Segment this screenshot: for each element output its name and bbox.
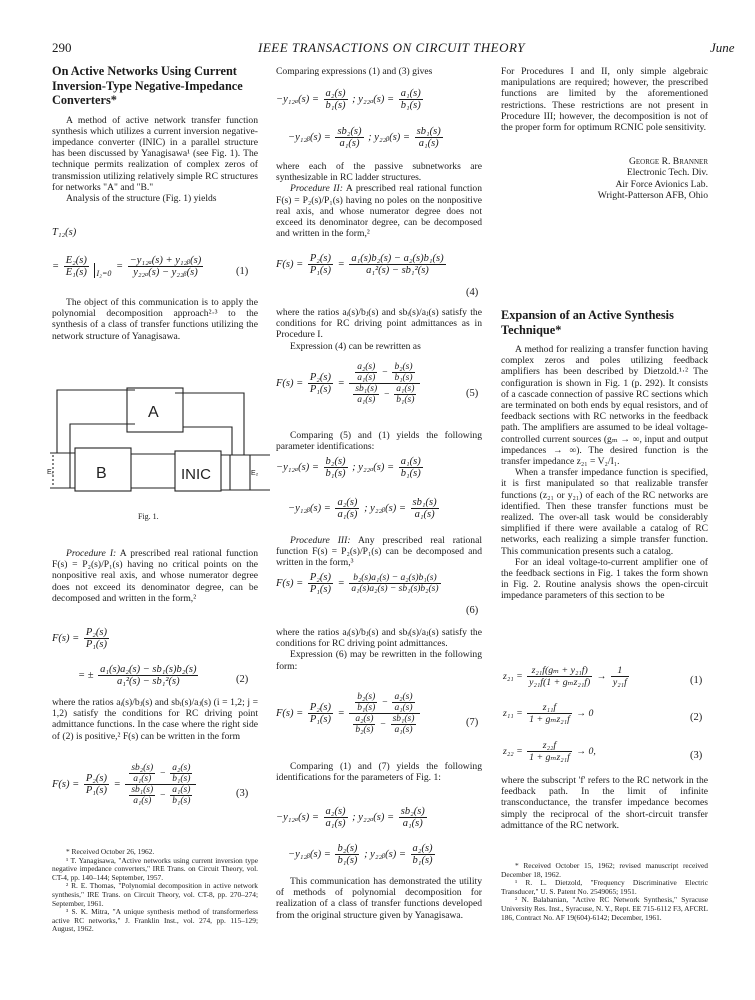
article1-title: On Active Networks Using Current Inversion-Type Negative-Impedance Converters* — [52, 64, 243, 107]
identification-eq-f: −y₁₂ᵦ(s) = $\frac{\text{b₂(s)}}{\text{b₁(s)}}$ ; y₂₂ᵦ(s) = $\frac{\text{a₂(s)}}{\text{b₁(s)}}$ — [288, 843, 433, 866]
equation-2-line1: F(s) = $\frac{\text{P₂(s)}}{\text{P₁(s)}}$ — [52, 627, 107, 650]
eq7-number: (7) — [466, 717, 479, 728]
page-number: 290 — [52, 40, 72, 55]
article2-equation-1: z₂₁ = $\frac{\text{z₂₁f(gₘ + y₂₁f)}}{\text{y₂₁f(1 + gₘz₂₁f)}}$ → $\frac{1}{\text{y₂₁f}}$ — [503, 665, 627, 688]
identification-eq-e: −y₁₂ₐ(s) = $\frac{\text{a₂(s)}}{\text{a₁(s)}}$ ; y₂₂ₐ(s) = $\frac{\text{sb₂(s)}}{\text{a₁(s)}}$ — [276, 806, 425, 829]
article2-para1: A method for realizing a transfer function having complex zeros and poles utilizing feedback amplifiers has been described by Dietzold.¹·² The configuration is shown in Fig. 1 (p. 292). It consists of a cascade connection of passive RC sections which are terminated on both ends by equal resistors, and of feedback sections with RC networks in the feedback path. The amplifiers are assumed to be ideal voltage-controlled current sources (gₘ → ∞, input and output impedances → ∞). The desired function is the transfer impedance z₂₁ = V₂/I₁. — [501, 344, 708, 468]
block-inic-label: INIC — [181, 466, 211, 483]
eq3-number: (3) — [236, 788, 249, 799]
footnote: ¹ R. L. Dietzold, "Frequency Discriminative Electric Transducer," U. S. Patent No. 2549065; 1951. — [501, 878, 708, 896]
article2-footnotes — [501, 862, 708, 922]
middle-para6-block: Comparing (5) and (1) yields the following parameter identifications: — [276, 430, 482, 453]
article2-para3: For an ideal voltage-to-current amplifier one of the feedback sections in Fig. 1 takes the form shown in Fig. 2. Routine analysis shows the open-circuit impedance parameters of this section to be — [501, 556, 708, 602]
author-affiliation: Wright-Patterson AFB, Ohio — [597, 190, 708, 202]
eq2-number: (2) — [236, 674, 249, 685]
port-e2-label: E₂ — [251, 470, 259, 477]
block-a-label: A — [148, 404, 159, 421]
article1-para5: where the ratios aᵢ(s)/bⱼ(s) and sbᵢ(s)/aⱼ(s) (i = 1,2; j = 1,2) satisfy the conditions for RC driving point admittance functions. In the case where the right side of (2) is positive,² F(s) can be written in the form — [52, 697, 258, 742]
author-signature — [501, 156, 708, 202]
middle-para10-block: Comparing (1) and (7) yields the following identifications for the parameters of Fig. 1: — [276, 761, 482, 784]
identification-eq-b: −y₁₂ᵦ(s) = $\frac{\text{sb₂(s)}}{\text{a₁(s)}}$ ; y₂₂ᵦ(s) = $\frac{\text{sb₁(s)}}{\text{a₁(s)}}$ — [288, 126, 441, 149]
article1-para2: Analysis of the structure (Fig. 1) yields — [66, 192, 217, 204]
author-affiliation: Air Force Avionics Lab. — [615, 178, 708, 190]
article1-para3: The object of this communication is to apply the polynomial decomposition approach²·³ to the synthesis of a class of transfer functions utilizing the network structure of Yanagisawa. — [52, 297, 258, 342]
article2-para4-block: where the subscript 'f' refers to the RC network in the feedback path. In the limit of infinite transconductance, the transfer impedance becomes simply the reciprocal of the short-circuit transfer admittance of the RC network. — [501, 775, 708, 831]
footnote: ² R. E. Thomas, "Polynomial decomposition in active network synthesis," IRE Trans. on Circuit Theory, vol. CT-8, pp. 270–274; September, 1961. — [52, 881, 258, 908]
article2-para2: When a transfer impedance function is specified, it is first manipulated so that realizable transfer functions (z₂₁ or y₂₁) of each of the RC networks are identified. Then these transfer functions must be realized. The over-all task would be considerably simplified if there were available a catalog of RC networks, each realizing a simple transfer function. This communication presents such a catalog. — [501, 467, 708, 557]
middle-para4-block: where the ratios aᵢ(s)/bⱼ(s) and sbᵢ(s)/aⱼ(s) satisfy the conditions for RC driving point admittances as in Procedure I. Expression (4) can be rewritten as — [276, 307, 482, 352]
middle-conclusion-block: This communication has demonstrated the utility of methods of polynomial decomposition for realization of a class of transfer functions developed from the original structure given by Yanagisawa. — [276, 876, 482, 921]
identification-eq-d: −y₁₂ᵦ(s) = $\frac{\text{a₂(s)}}{\text{a₁(s)}}$ ; y₂₂ᵦ(s) = $\frac{\text{sb₁(s)}}{\text{a₁(s)}}$ — [288, 497, 437, 520]
middle-para8-block: where the ratios aᵢ(s)/bⱼ(s) and sbᵢ(s)/aⱼ(s) satisfy the conditions for RC driving point admittances. Expression (6) may be rewritten in the following form: — [276, 627, 482, 672]
procedure-2-block: where each of the passive subnetworks are synthesizable in RC ladder structures. Procedure II: A prescribed real rational function F(s) = P₂(s)/P₁(s) having no poles on the nonpositive real axis, and whose numerator degree does not exceed its denominator degree, can be decomposed and written in the form,² — [276, 161, 482, 240]
eq1-number: (1) — [236, 266, 249, 277]
middle-para1-block: Comparing expressions (1) and (3) gives — [276, 66, 433, 77]
article2-equation-2: z₁₁ = $\frac{\text{z₁₁f}}{\text{1 + gₘz₂₁f}}$ → 0 — [503, 702, 594, 725]
equation-4: F(s) = $\frac{\text{P₂(s)}}{\text{P₁(s)}}$ = $\frac{\text{a₁(s)b₂(s) − a₂(s)b₁(s)}}{\text{a₁²(s) − sb₁²(s)}}$ — [276, 253, 444, 276]
article1-footnotes — [52, 848, 258, 934]
article2-eq2-number: (2) — [690, 712, 703, 723]
journal-title: IEEE TRANSACTIONS ON CIRCUIT THEORY — [258, 40, 525, 55]
equation-7: F(s) = $\frac{\text{P₂(s)}}{\text{P₁(s)}}$ = $\frac{\text{b₂(s)}}{\text{b₁(s)}}$ − $\frac{\text{a₂(s)}}{\text{a₁(s)}}$ $\frac{\text{a₂(s)}}{\text{b₂(s)}}$ − $\frac{\text{sb₁(s)}}{\text{a₁(s)}}$ — [276, 692, 422, 735]
footnote: * Received October 26, 1962. — [66, 847, 155, 856]
procedure-2-label: Procedure II: — [290, 183, 343, 195]
port-e1-label: E₁ — [47, 469, 55, 476]
equation-2-line2: = ± $\frac{\text{a₁(s)a₂(s) − sb₁(s)b₂(s)}}{\text{a₁²(s) − sb₁²(s)}}$ — [78, 664, 197, 687]
figure-1-caption: Fig. 1. — [138, 512, 159, 521]
article1-continuation: For Procedures I and II, only simple algebraic manipulations are required; however, the prescribed functions are limited by the aforementioned restrictions. These restrictions are not present in Procedure III; however, the decomposition is not of the proper form for optimum RCNIC pole sensitivity. — [501, 66, 708, 134]
procedure-1-block — [52, 548, 258, 604]
article2-eq1-number: (1) — [690, 675, 703, 686]
article2-equation-3: z₂₂ = $\frac{\text{z₂₂f}}{\text{1 + gₘz₂₁f}}$ → 0, — [503, 740, 596, 763]
eq4-number: (4) — [466, 287, 479, 298]
article1-para1: A method of active network transfer function synthesis which utilizes a current inversion negative-impedance converter (INIC) in a parallel structure has been discussed by Yanagisawa¹ (see Fig. 1). The technique permits realization of complex zeros of transmission utilizing relatively simple RC structures for networks "A" and "B." — [52, 114, 258, 193]
equation-1: = $\frac{\text{E₂(s)}}{\text{E₁(s)}}$ I₂=0 = $\frac{\text{−y₁₂ₐ(s) + y₁₂ᵦ(s)}}{\text{y₂₂ₐ(s) − y₂₂ᵦ(s)}}$ — [52, 255, 202, 278]
author-affiliation: Electronic Tech. Div. — [626, 167, 708, 179]
article1-para3-block — [52, 297, 258, 342]
article1-intro — [52, 64, 258, 204]
article1-para5-block — [52, 697, 258, 742]
identification-eq-c: −y₁₂ₐ(s) = $\frac{\text{b₂(s)}}{\text{b₁(s)}}$ ; y₂₂ₐ(s) = $\frac{\text{a₁(s)}}{\text{b₁(s)}}$ — [276, 456, 421, 479]
article2-title: Expansion of an Active Synthesis Technique* — [501, 308, 674, 337]
footnote: ³ S. K. Mitra, "A unique synthesis method of transformerless active RC networks," J. Franklin Inst., vol. 274, pp. 115–129; August, 1962. — [52, 907, 258, 934]
identification-eq-a: −y₁₂ₐ(s) = $\frac{\text{a₂(s)}}{\text{b₁(s)}}$ ; y₂₂ₐ(s) = $\frac{\text{a₁(s)}}{\text{b₁(s)}}$ — [276, 88, 421, 111]
footnote: * Received October 15, 1962; revised manuscript received December 18, 1962. — [501, 861, 708, 879]
equation-5: F(s) = $\frac{\text{P₂(s)}}{\text{P₁(s)}}$ = $\frac{\text{a₂(s)}}{\text{a₁(s)}}$ − $\frac{\text{b₂(s)}}{\text{b₁(s)}}$ $\frac{\text{sb₁(s)}}{\text{a₁(s)}}$ − $\frac{\text{a₁(s)}}{\text{b₁(s)}}$ — [276, 362, 422, 405]
equation-6: F(s) = $\frac{\text{P₂(s)}}{\text{P₁(s)}}$ = $\frac{\text{b₂(s)a₁(s) − a₂(s)b₁(s)}}{\text{a₁(s)a₂(s) − sb₁(s)b₂(s)}}$ — [276, 572, 439, 595]
procedure-3-label: Procedure III: — [290, 535, 351, 546]
procedure-3-block: Procedure III: Any prescribed real rational function F(s) = P₂(s)/P₁(s) can be decomposed and written in the form,³ — [276, 535, 482, 569]
author-name: George R. Branner — [628, 156, 708, 167]
footnote: ¹ T. Yanagisawa, "Active networks using current inversion type negative impedance converters," IRE Trans. on Circuit Theory, vol. CT-4, pp. 140–144; September, 1957. — [52, 855, 258, 882]
article2-eq3-number: (3) — [690, 750, 703, 761]
equation-3: F(s) = $\frac{\text{P₂(s)}}{\text{P₁(s)}}$ = $\frac{\text{sb₂(s)}}{\text{a₁(s)}}$ − $\frac{\text{a₂(s)}}{\text{b₁(s)}}$ $\frac{\text{sb₁(s)}}{\text{a₁(s)}}$ − $\frac{\text{a₁(s)}}{\text{b₁(s)}}$ — [52, 763, 198, 806]
eq6-number: (6) — [466, 605, 479, 616]
issue-month: June — [710, 40, 735, 55]
block-b-label: B — [96, 465, 107, 482]
procedure-1-label: Procedure I: — [66, 548, 117, 559]
eq5-number: (5) — [466, 388, 479, 399]
figure-1-circuit-diagram — [40, 375, 270, 505]
footnote: ² N. Balabanian, "Active RC Network Synthesis," Syracuse University Res. Inst., Syracuse, N. Y., Rept. EE 715-6112 F3, AFCRL 186, Contract No. AF 19(604)-6142; December, 1961. — [501, 895, 708, 922]
procedure-1-text: A prescribed real rational function F(s) = P₂(s)/P₁(s) having no critical points on the nonpositive real axis, and whose numerator degree does not exceed its denominator degree, can be decomposed and written in the form,² — [52, 548, 258, 604]
eq1-lhs: T₁₂(s) — [52, 227, 77, 238]
article2-body — [501, 308, 708, 602]
